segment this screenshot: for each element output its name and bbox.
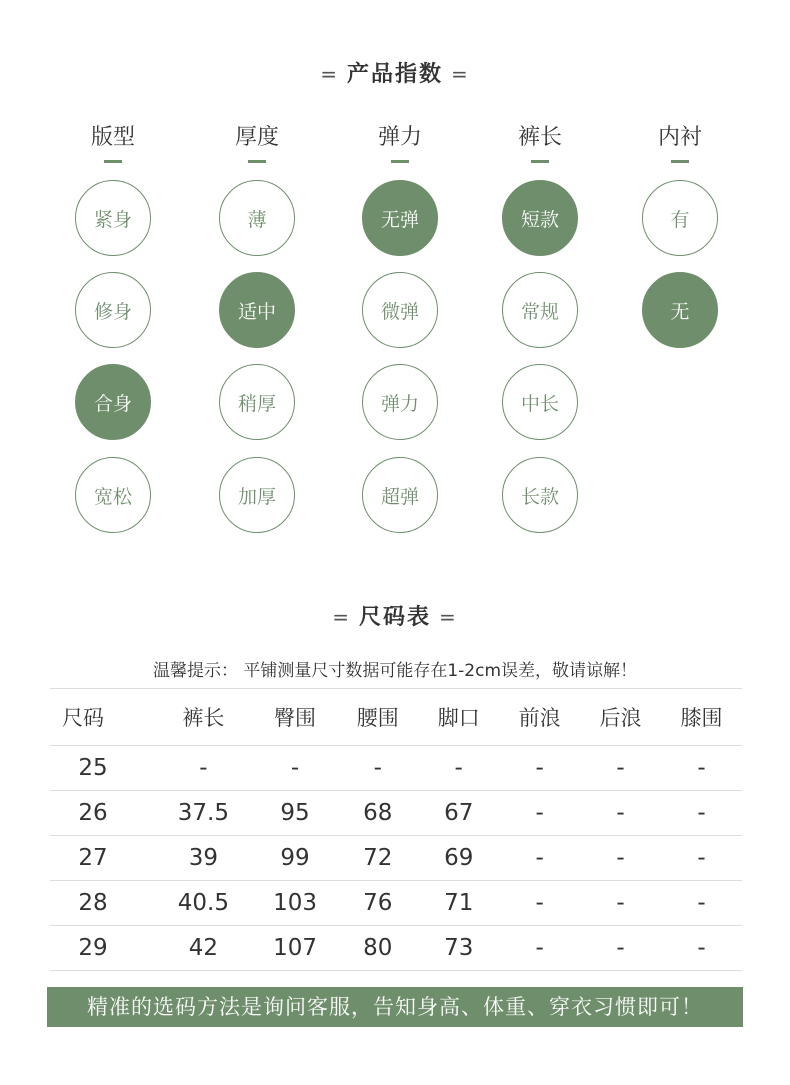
index-option: 中长	[502, 364, 578, 440]
index-option-selected: 短款	[502, 180, 578, 256]
table-cell: 73	[418, 926, 499, 971]
footer-banner: 精准的选码方法是询问客服，告知身高、体重、穿衣习惯即可！	[47, 987, 743, 1027]
size-table-header-cell: 脚口	[418, 689, 499, 746]
size-table	[50, 688, 742, 971]
index-option: 紧身	[75, 180, 151, 256]
size-table-header-cell: 腰围	[337, 689, 418, 746]
table-cell: 26	[50, 791, 154, 836]
table-row	[50, 881, 742, 926]
table-cell: 40.5	[154, 881, 253, 926]
table-cell: 72	[337, 836, 418, 881]
index-option: 加厚	[219, 457, 295, 533]
table-row	[50, 926, 742, 971]
title-decor-right: =	[451, 62, 470, 86]
table-cell: -	[154, 746, 253, 791]
title-decor-left: =	[332, 605, 351, 629]
table-cell: -	[580, 926, 661, 971]
index-column-heading: 弹力	[377, 125, 422, 150]
index-option: 弹力	[362, 364, 438, 440]
index-column-heading: 版型	[90, 125, 135, 150]
size-table-body	[50, 746, 742, 971]
table-cell: -	[337, 746, 418, 791]
index-option: 薄	[219, 180, 295, 256]
heading-underline	[671, 160, 689, 163]
table-cell: -	[499, 926, 580, 971]
table-cell: 71	[418, 881, 499, 926]
table-cell: -	[580, 881, 661, 926]
size-table-header-cell: 膝围	[661, 689, 742, 746]
size-table-header-cell: 尺码	[50, 689, 154, 746]
table-row	[50, 746, 742, 791]
table-cell: 99	[253, 836, 338, 881]
index-option-selected: 无弹	[362, 180, 438, 256]
size-table-header-cell: 臀围	[253, 689, 338, 746]
index-column	[480, 122, 600, 163]
table-cell: 37.5	[154, 791, 253, 836]
size-chart-title	[0, 600, 790, 631]
index-column	[53, 122, 173, 163]
table-cell: -	[661, 926, 742, 971]
table-cell: 107	[253, 926, 338, 971]
table-cell: -	[499, 791, 580, 836]
table-cell: 95	[253, 791, 338, 836]
table-cell: 39	[154, 836, 253, 881]
table-cell: 27	[50, 836, 154, 881]
title-decor-right: =	[439, 605, 458, 629]
table-cell: 29	[50, 926, 154, 971]
index-option: 超弹	[362, 457, 438, 533]
size-table-header-cell: 后浪	[580, 689, 661, 746]
title-decor-left: =	[320, 62, 339, 86]
index-option: 有	[642, 180, 718, 256]
table-cell: -	[499, 881, 580, 926]
product-index-title-text: 产品指数	[346, 62, 443, 87]
index-option: 宽松	[75, 457, 151, 533]
table-cell: 69	[418, 836, 499, 881]
table-cell: -	[499, 746, 580, 791]
table-cell: 80	[337, 926, 418, 971]
product-index-title	[0, 57, 790, 88]
table-row	[50, 791, 742, 836]
index-column	[197, 122, 317, 163]
table-cell: -	[661, 836, 742, 881]
index-option-selected: 适中	[219, 272, 295, 348]
table-cell: -	[580, 791, 661, 836]
table-cell: 76	[337, 881, 418, 926]
index-option: 微弹	[362, 272, 438, 348]
table-row	[50, 836, 742, 881]
table-cell: -	[661, 881, 742, 926]
table-cell: -	[661, 746, 742, 791]
index-column-heading: 内衬	[657, 125, 702, 150]
table-cell: -	[580, 746, 661, 791]
table-cell: -	[418, 746, 499, 791]
index-option: 稍厚	[219, 364, 295, 440]
size-table-header-row	[50, 689, 742, 746]
index-option-selected: 合身	[75, 364, 151, 440]
table-cell: -	[253, 746, 338, 791]
index-column	[340, 122, 460, 163]
table-cell: -	[499, 836, 580, 881]
size-chart-title-text: 尺码表	[358, 605, 431, 630]
table-cell: 42	[154, 926, 253, 971]
size-table-header-cell: 裤长	[154, 689, 253, 746]
table-cell: 67	[418, 791, 499, 836]
index-column	[620, 122, 740, 163]
index-option: 长款	[502, 457, 578, 533]
heading-underline	[531, 160, 549, 163]
heading-underline	[248, 160, 266, 163]
index-column-heading: 裤长	[517, 125, 562, 150]
table-cell: 28	[50, 881, 154, 926]
index-column-heading: 厚度	[234, 125, 279, 150]
table-cell: -	[661, 791, 742, 836]
size-table-header-cell: 前浪	[499, 689, 580, 746]
table-cell: 25	[50, 746, 154, 791]
table-cell: 103	[253, 881, 338, 926]
table-cell: 68	[337, 791, 418, 836]
table-cell: -	[580, 836, 661, 881]
index-option-selected: 无	[642, 272, 718, 348]
heading-underline	[104, 160, 122, 163]
heading-underline	[391, 160, 409, 163]
measurement-notice: 温馨提示： 平铺测量尺寸数据可能存在1-2cm误差，敬请谅解！	[152, 661, 638, 681]
index-option: 常规	[502, 272, 578, 348]
index-option: 修身	[75, 272, 151, 348]
